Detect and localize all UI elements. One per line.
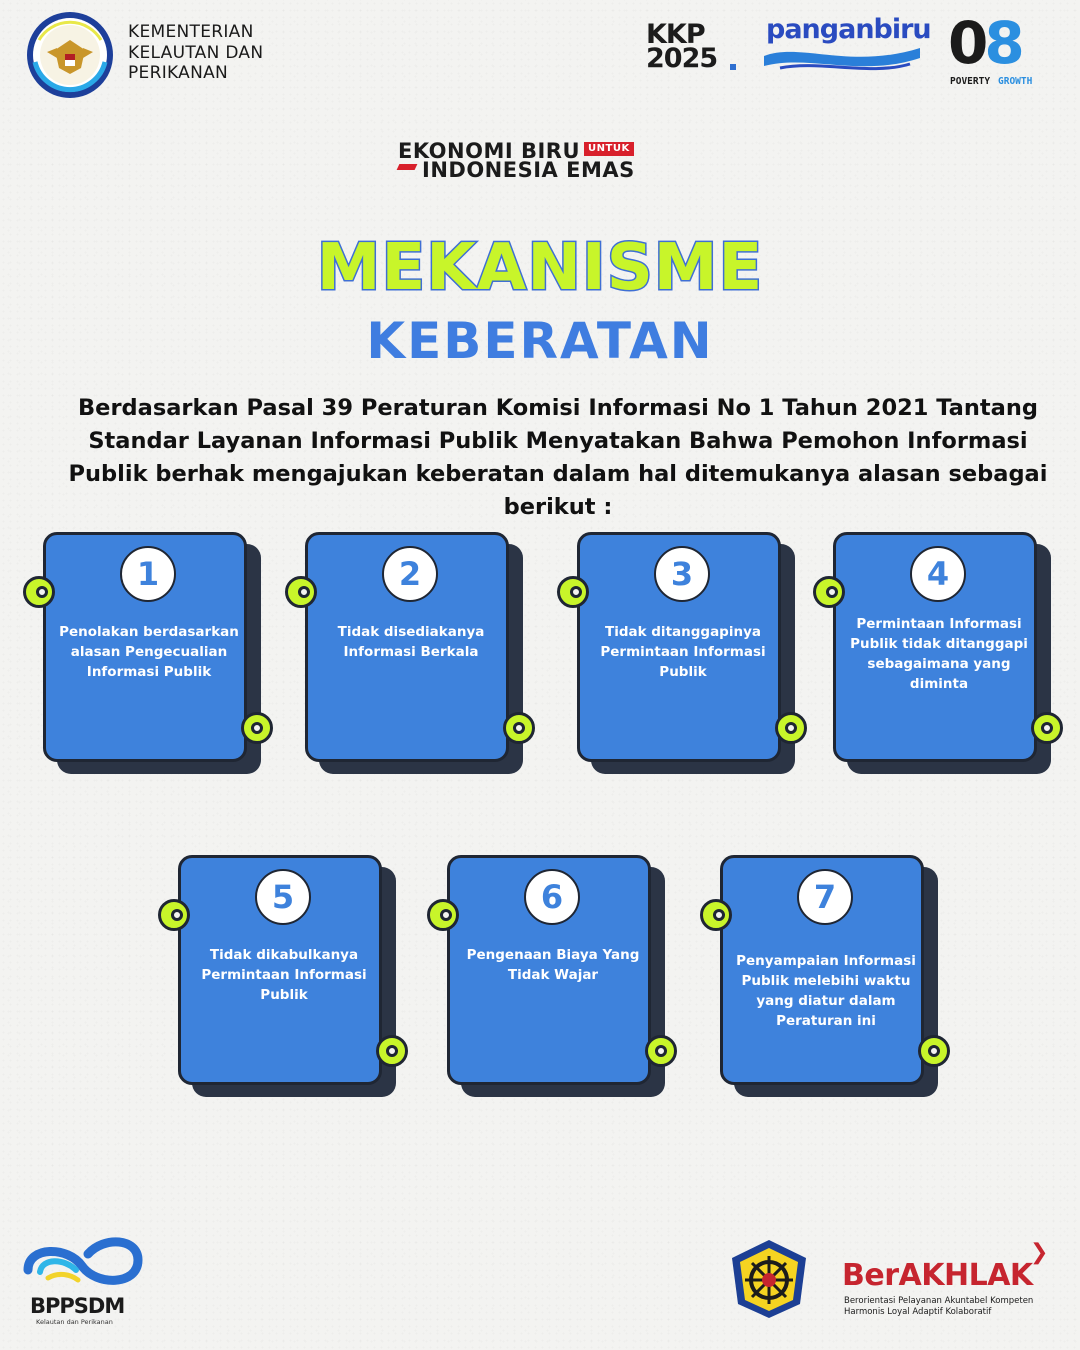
- reason-number: 7: [797, 869, 853, 925]
- kkp-2025-line-2: 2025: [646, 43, 718, 74]
- ekonomi-biru-logo: [398, 138, 648, 184]
- binder-ring-icon: [241, 712, 273, 744]
- bppsdm-infinity-icon: [18, 1228, 148, 1298]
- kkp-2025-line-1: KKP: [646, 19, 705, 50]
- bppsdm-logo: [18, 1228, 148, 1328]
- reason-card-4: [833, 532, 1037, 762]
- kkp-logo-emblem: [25, 10, 115, 100]
- binder-ring-icon: [376, 1035, 408, 1067]
- reason-number: 3: [654, 546, 710, 602]
- binder-ring-icon: [1031, 712, 1063, 744]
- zero-digit: 0: [948, 9, 985, 77]
- reason-number: 4: [910, 546, 966, 602]
- campaign-line-2: INDONESIA EMAS: [422, 158, 635, 182]
- binder-ring-icon: [158, 899, 190, 931]
- poverty-label: POVERTY: [950, 76, 991, 87]
- binder-ring-icon: [700, 899, 732, 931]
- binder-ring-icon: [285, 576, 317, 608]
- reason-text: Pengenaan Biaya Yang Tidak Wajar: [466, 947, 640, 983]
- chevron-right-icon: ❯: [1030, 1240, 1049, 1265]
- kkp-2025-tag: [730, 64, 736, 70]
- sdm-emblem-icon: [728, 1238, 810, 1320]
- reason-card-1: [43, 532, 247, 762]
- reason-number: 5: [255, 869, 311, 925]
- binder-ring-icon: [645, 1035, 677, 1067]
- reason-text: Penolakan berdasarkan alasan Pengecualian Informasi Publik: [59, 624, 239, 680]
- berakhlak-tagline-2: Harmonis Loyal Adaptif Kolaboratif: [844, 1307, 992, 1317]
- binder-ring-icon: [775, 712, 807, 744]
- reason-text: Penyampaian Informasi Publik melebihi waktu yang diatur dalam Peraturan ini: [736, 953, 916, 1029]
- ministry-name-line-1: KEMENTERIAN: [128, 22, 254, 42]
- panganbiru-wave-icon: [760, 12, 925, 78]
- bppsdm-wordmark: BPPSDM: [30, 1294, 125, 1318]
- berakhlak-tagline-1: Berorientasi Pelayanan Akuntabel Kompeten: [844, 1296, 1034, 1306]
- growth-label: GROWTH: [998, 76, 1033, 87]
- reason-text: Tidak disediakanya Informasi Berkala: [337, 624, 485, 660]
- ministry-name-line-2: KELAUTAN DAN: [128, 42, 264, 63]
- reason-text: Tidak ditanggapinya Permintaan Informasi Publik: [600, 624, 766, 680]
- campaign-untuk-badge: UNTUK: [584, 142, 634, 156]
- intro-paragraph: Berdasarkan Pasal 39 Peraturan Komisi Informasi No 1 Tahun 2021 Tantang Standar Layanan Informasi Publik Menyatakan Bahwa Pemohon Informasi Publik berhak mengajukan keberatan dalam hal ditemukanya alasan sebagai berikut :: [68, 395, 1048, 520]
- binder-ring-icon: [557, 576, 589, 608]
- campaign-line-1: EKONOMI BIRU: [398, 139, 581, 163]
- reason-card-2: [305, 532, 509, 762]
- binder-ring-icon: [427, 899, 459, 931]
- reason-card-6: [447, 855, 651, 1085]
- poverty-growth-digits: [948, 10, 1021, 76]
- reason-card-5: [178, 855, 382, 1085]
- panganbiru-wordmark: panganbiru: [766, 14, 931, 45]
- binder-ring-icon: [23, 576, 55, 608]
- kkp-2025-logo: [646, 19, 738, 74]
- binder-ring-icon: [503, 712, 535, 744]
- eight-digit: 8: [984, 9, 1021, 77]
- reason-number: 2: [382, 546, 438, 602]
- bppsdm-subtitle: Kelautan dan Perikanan: [36, 1318, 113, 1326]
- campaign-red-dash: [397, 164, 418, 170]
- poverty-growth-logo: [948, 9, 1043, 88]
- binder-ring-icon: [918, 1035, 950, 1067]
- page-title: MEKANISME: [316, 231, 764, 305]
- reason-number: 6: [524, 869, 580, 925]
- reason-text: Tidak dikabulkanya Permintaan Informasi Publik: [201, 947, 367, 1003]
- binder-ring-icon: [813, 576, 845, 608]
- reason-card-3: [577, 532, 781, 762]
- panganbiru-logo: [760, 12, 931, 78]
- ministry-name: [128, 22, 263, 84]
- page-subtitle: KEBERATAN: [366, 312, 714, 370]
- reason-number: 1: [120, 546, 176, 602]
- ministry-name-line-3: PERIKANAN: [128, 63, 229, 83]
- berakhlak-logo: [842, 1242, 1052, 1326]
- reason-text: Permintaan Informasi Publik tidak ditanggapi sebagaimana yang diminta: [850, 616, 1028, 692]
- berakhlak-wordmark: BerAKHLAK: [842, 1258, 1033, 1293]
- reason-card-7: [720, 855, 924, 1085]
